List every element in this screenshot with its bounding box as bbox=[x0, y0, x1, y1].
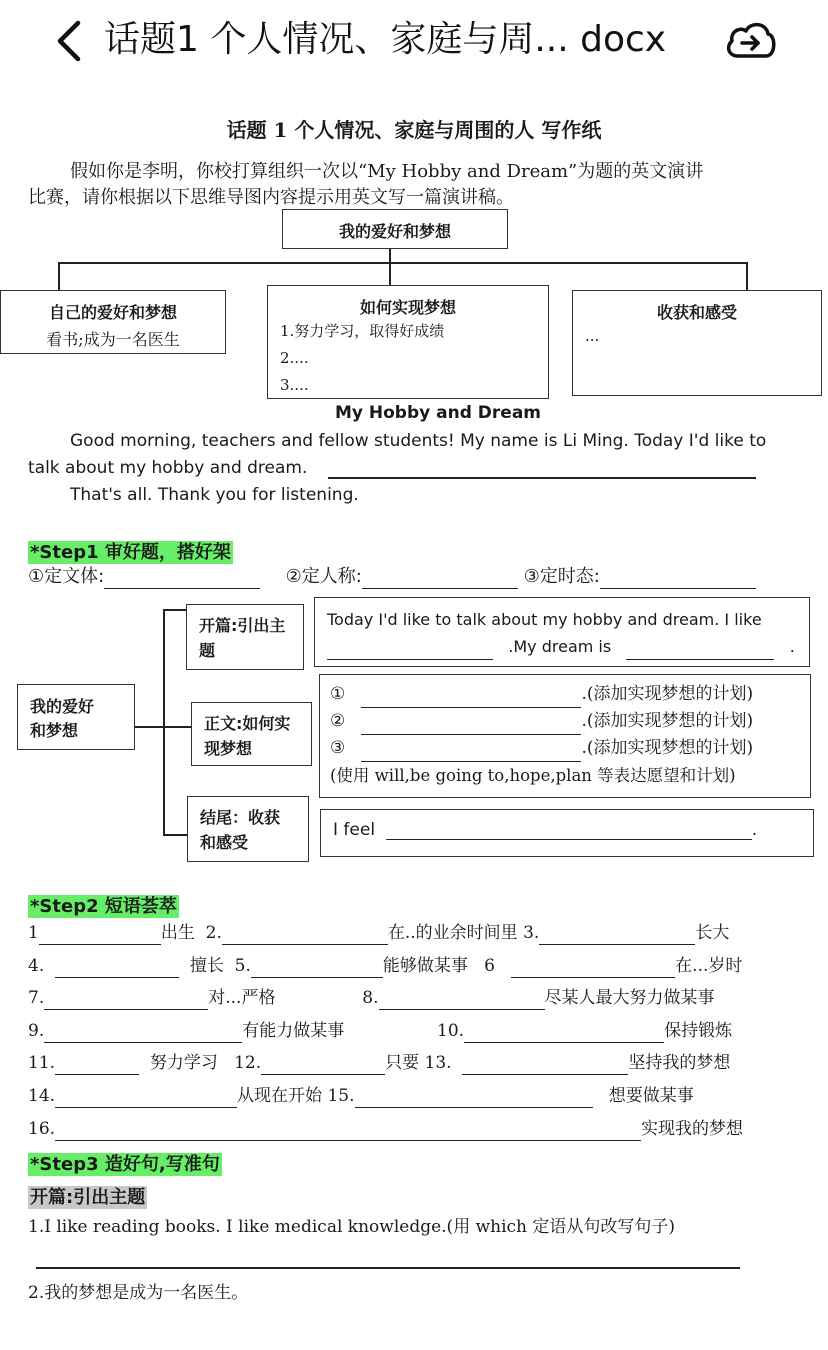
mindmap-bar bbox=[58, 262, 748, 264]
phrase-row-7: 16. 实现我的梦想 bbox=[28, 1119, 744, 1139]
q3-blank bbox=[600, 569, 756, 589]
phrase-row-6: 14. 从现在开始 15. 想要做某事 bbox=[28, 1086, 694, 1106]
opening-text-2 bbox=[327, 633, 809, 660]
phrase-row-1: 1 出生 2. 在..的业余时间里 3. 长大 bbox=[28, 923, 730, 943]
step1-bracket-top bbox=[163, 609, 187, 611]
speech-heading: My Hobby and Dream bbox=[334, 403, 542, 423]
opening-line-1: 开篇:引出主 bbox=[199, 616, 286, 635]
q2-label: ②定人称: bbox=[285, 566, 362, 587]
dream-label: .My dream is bbox=[508, 637, 612, 656]
sentence-2: 2.我的梦想是成为一名医生。 bbox=[28, 1283, 249, 1303]
step1-questions bbox=[28, 565, 756, 589]
phrase-row-4: 9. 有能力做某事 10. 保持锻炼 bbox=[28, 1021, 733, 1041]
opening-box bbox=[186, 604, 304, 670]
step1-bracket-bottom bbox=[163, 834, 187, 836]
step3-label bbox=[28, 1150, 222, 1176]
feel-label: I feel bbox=[333, 820, 376, 840]
body-line-1: 正文:如何实 bbox=[204, 714, 291, 733]
plan-line-2: ② .(添加实现梦想的计划) bbox=[330, 708, 810, 735]
step3-sub-text: 开篇:引出主题 bbox=[30, 1187, 146, 1208]
mindmap-mid-line-3: 3.... bbox=[280, 376, 309, 394]
dream-end: . bbox=[789, 637, 795, 656]
q1-label: ①定文体: bbox=[28, 566, 105, 587]
back-button[interactable] bbox=[50, 18, 90, 64]
mindmap-drop-right bbox=[746, 262, 748, 290]
step1-label bbox=[28, 538, 233, 564]
mindmap-root bbox=[282, 209, 508, 249]
share-button[interactable] bbox=[722, 12, 778, 68]
mindmap-mid-line-1: 1.努力学习，取得好成绩 bbox=[280, 322, 445, 340]
cloud-upload-icon bbox=[722, 12, 778, 68]
step3-label-text: *Step3 造好句,写准句 bbox=[30, 1154, 220, 1175]
mindmap-right-line-1: ... bbox=[585, 327, 600, 345]
worksheet-title: 话题 1 个人情况、家庭与周围的人 写作纸 bbox=[226, 118, 602, 142]
mindmap-drop-left bbox=[58, 262, 60, 290]
step2-label bbox=[28, 892, 179, 918]
plan-line-1: ① .(添加实现梦想的计划) bbox=[330, 681, 810, 708]
q3-label: ③定时态: bbox=[523, 566, 600, 587]
step2-label-text: *Step2 短语荟萃 bbox=[30, 896, 177, 917]
speech-line-3: That's all. Thank you for listening. bbox=[70, 485, 359, 505]
step1-bracket bbox=[163, 609, 165, 835]
opening-text-1: Today I'd like to talk about my hobby and dream. I like bbox=[327, 610, 762, 629]
body-box bbox=[191, 702, 312, 766]
phrase-row-5: 11. 努力学习 12. 只要 13. 坚持我的梦想 bbox=[28, 1053, 731, 1073]
step1-root-box bbox=[17, 684, 135, 750]
body-line-2: 现梦想 bbox=[204, 739, 253, 758]
step1-label-text: *Step1 审好题，搭好架 bbox=[30, 542, 231, 563]
mindmap-right-box bbox=[572, 290, 822, 396]
mindmap-left-box bbox=[0, 290, 226, 354]
mindmap-left-title: 自己的爱好和梦想 bbox=[48, 303, 177, 322]
step3-subheading bbox=[28, 1183, 147, 1209]
ending-box bbox=[187, 796, 309, 862]
speech-blank bbox=[328, 477, 756, 479]
step1-root-line-1: 我的爱好 bbox=[30, 697, 95, 716]
opening-line-2: 题 bbox=[199, 641, 216, 660]
speech-line-2: talk about my hobby and dream. bbox=[28, 458, 308, 478]
plan-box bbox=[319, 674, 811, 798]
ending-line-1: 结尾：收获 bbox=[200, 808, 281, 827]
mindmap-mid-title: 如何实现梦想 bbox=[359, 298, 456, 317]
sentence-1-answer-line bbox=[36, 1267, 740, 1269]
ending-line-2: 和感受 bbox=[200, 833, 249, 852]
phrase-row-3: 7. 对...严格 8. 尽某人最大努力做某事 bbox=[28, 988, 715, 1008]
mindmap-left-body: 看书;成为一名医生 bbox=[46, 330, 180, 349]
plan-line-3: ③ .(添加实现梦想的计划) bbox=[330, 735, 810, 762]
intro-line-1: 假如你是李明，你校打算组织一次以“My Hobby and Dream”为题的英文演讲 bbox=[70, 161, 704, 182]
step1-root-line-2: 和梦想 bbox=[30, 721, 79, 740]
top-bar bbox=[0, 0, 828, 84]
q1-blank bbox=[104, 569, 260, 589]
feel-blank bbox=[386, 821, 752, 840]
mindmap-root-label: 我的爱好和梦想 bbox=[338, 222, 451, 241]
speech-line-1: Good morning, teachers and fellow students! My name is Li Ming. Today I'd like to bbox=[70, 431, 767, 451]
hobby-blank bbox=[327, 641, 493, 660]
ending-text-box: I feel . bbox=[320, 809, 814, 857]
mindmap-mid-line-2: 2.... bbox=[280, 349, 309, 367]
mindmap-mid-box bbox=[267, 285, 549, 399]
intro-line-2: 比赛，请你根据以下思维导图内容提示用英文写一篇演讲稿。 bbox=[28, 187, 514, 208]
opening-text-box bbox=[314, 597, 810, 667]
q2-blank bbox=[362, 569, 518, 589]
phrase-row-2: 4. 擅长 5. 能够做某事 6 在...岁时 bbox=[28, 956, 743, 976]
dream-blank bbox=[626, 641, 774, 660]
mindmap-right-title: 收获和感受 bbox=[656, 303, 737, 322]
document-title: 话题1 个人情况、家庭与周... docx bbox=[104, 19, 667, 60]
chevron-left-icon bbox=[50, 18, 90, 64]
sentence-1: 1.I like reading books. I like medical knowledge.(用 which 定语从句改写句子) bbox=[28, 1217, 676, 1237]
plan-note: (使用 will,be going to,hope,plan 等表达愿望和计划) bbox=[330, 766, 736, 785]
